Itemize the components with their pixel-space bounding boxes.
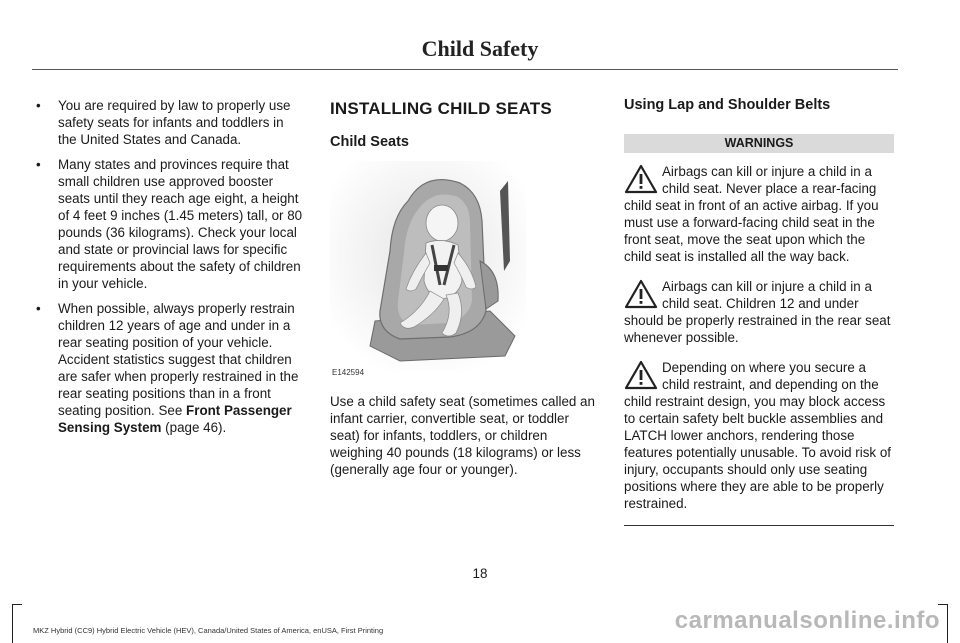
warning-block: [624, 359, 894, 512]
warning-text: Depending on where you secure a child restraint, and depending on the child restraint design, you may block access to certain safety belt buckle assemblies and LATCH lower anchors, rendering those features potentially unusable. To avoid risk of injury, occupants should only use seating positions where they are able to be properly restrained.: [624, 360, 891, 511]
header-rule: [32, 69, 898, 70]
warning-block: [624, 163, 894, 265]
crop-mark: [938, 604, 948, 605]
child-seat-image: [330, 161, 526, 371]
section-heading: INSTALLING CHILD SEATS: [330, 99, 552, 118]
warning-triangle-icon: [624, 360, 658, 390]
warning-triangle-icon: [624, 164, 658, 194]
column-right: [624, 97, 894, 526]
page-title: Child Safety: [421, 36, 539, 61]
warning-text: Airbags can kill or injure a child in a child seat. Children 12 and under should be properly restrained in the rear seat whenever possible.: [624, 279, 891, 345]
section-heading: Using Lap and Shoulder Belts: [624, 97, 831, 113]
column-middle: [330, 100, 602, 478]
figure-id: E142594: [332, 368, 365, 377]
warnings-end-rule: [624, 525, 894, 526]
warnings-header: WARNINGS: [624, 134, 894, 153]
cross-reference-link[interactable]: Front Passenger Sensing System: [58, 403, 292, 435]
bullet-item: [33, 156, 305, 292]
bullet-list: [33, 97, 305, 436]
footer-text: MKZ Hybrid (CC9) Hybrid Electric Vehicle (HEV), Canada/United States of America, enUSA, First Printing: [33, 626, 384, 635]
subsection-heading: Child Seats: [330, 134, 409, 150]
page-number: 18: [472, 566, 488, 581]
crop-mark: [12, 604, 13, 643]
bullet-item: [33, 300, 305, 436]
warning-text: Airbags can kill or injure a child in a child seat. Never place a rear-facing child seat in front of an active airbag. If you must use a forward-facing child seat in the front seat, move the seat upon which the child seat is installed all the way back.: [624, 164, 879, 264]
bullet-text: Many states and provinces require that small children use approved booster seats until they reach age eight, a height of 4 feet 9 inches (1.45 meters) tall, or 80 pounds (36 kilograms). Check your local and state or provincial laws for specific requirements about the safety of children in your vehicle.: [58, 157, 303, 291]
warning-triangle-icon: [624, 279, 658, 309]
bullet-text: You are required by law to properly use safety seats for infants and toddlers in the United States and Canada.: [58, 98, 291, 147]
crop-mark: [12, 604, 22, 605]
bullet-item: [33, 97, 305, 148]
warning-block: [624, 278, 894, 346]
page-reference: (page 46).: [161, 420, 227, 435]
crop-mark: [947, 604, 948, 643]
bullet-text: When possible, always properly restrain children 12 years of age and under in a rear seating position of your vehicle. Accident statistics suggest that children are safer when properly restrained in the rear seating positions than in a front seating position. See: [58, 301, 299, 418]
body-paragraph: Use a child safety seat (sometimes called an infant carrier, convertible seat, or toddler seat) for infants, toddlers, or children weighing 40 pounds (18 kilograms) or less (generally age four or younger).: [330, 394, 595, 477]
column-left: [33, 97, 305, 444]
watermark: carmanualsonline.info: [674, 607, 940, 634]
child-seat-illustration: [330, 161, 526, 381]
